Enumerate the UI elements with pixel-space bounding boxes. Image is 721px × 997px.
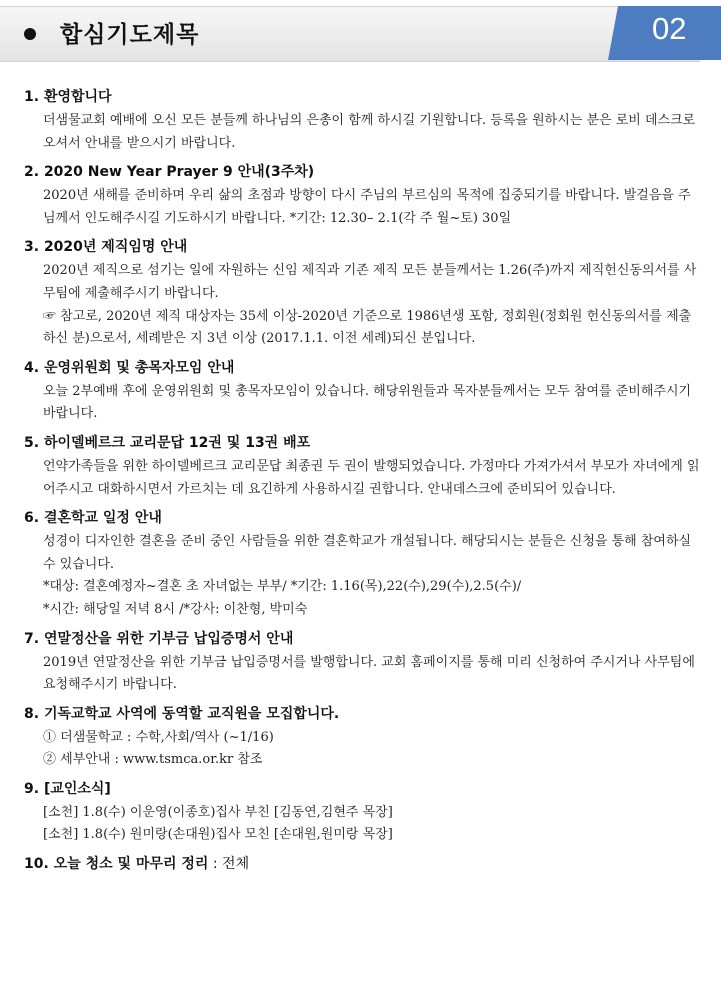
item-text: [소천] 1.8(수) 원미랑(손대원)집사 모친 [손대원,원미랑 목장] — [43, 827, 393, 843]
item-body — [43, 260, 700, 350]
item-text: *시간: 해당일 저녁 8시 /*강사: 이찬형, 박미숙 — [43, 601, 308, 617]
item-suffix: : 전체 — [208, 856, 250, 873]
item-body — [43, 802, 700, 847]
announcement-item — [24, 357, 700, 426]
announcement-item — [24, 778, 700, 847]
item-text: 성경이 디자인한 결혼을 준비 중인 사람들을 위한 결혼학교가 개설됩니다. 해당되시는 분들은 신청을 통해 참여하실 수 있습니다. — [43, 534, 692, 572]
item-text: *대상: 결혼예정자~결혼 초 자녀없는 부부/ *기간: 1.16(목),22(수),29(수),2.5(수)/ — [43, 579, 522, 595]
announcement-item — [24, 628, 700, 697]
announcement-item — [24, 507, 700, 621]
item-title: 7. 연말정산을 위한 기부금 납입증명서 안내 — [24, 630, 294, 647]
item-title: 4. 운영위원회 및 총목자모임 안내 — [24, 359, 235, 376]
item-body — [43, 381, 700, 426]
item-text: [소천] 1.8(수) 이운영(이종호)집사 부친 [김동연,김현주 목장] — [43, 804, 393, 820]
item-text: 2020년 새해를 준비하며 우리 삶의 초점과 방향이 다시 주님의 부르심의 목적에 집중되기를 바랍니다. 발걸음을 주님께서 인도해주시길 기도하시기 바랍니다. *기간: 12.30– 2.1(각 주 월~토) 30일 — [43, 188, 691, 226]
announcement-item — [24, 161, 700, 230]
item-text: ① 더샘물학교 : 수학,사회/역사 (~1/16) — [43, 729, 274, 745]
item-title: 1. 환영합니다 — [24, 89, 112, 105]
item-text: 2019년 연말정산을 위한 기부금 납입증명서를 발행합니다. 교회 홈페이지를 통해 미리 신청하여 주시거나 사무팀에 요청해주시기 바랍니다. — [43, 654, 695, 693]
announcement-item — [24, 703, 700, 772]
announcement-list — [24, 86, 700, 881]
item-body — [43, 652, 700, 697]
item-body — [43, 456, 700, 501]
item-title: 8. 기독교학교 사역에 동역할 교직원을 모집합니다. — [24, 705, 340, 722]
item-body — [43, 531, 700, 621]
announcement-item — [24, 432, 700, 501]
item-text: 언약가족들을 위한 하이델베르크 교리문답 최종권 두 권이 발행되었습니다. 가정마다 가져가셔서 부모가 자녀에게 읽어주시고 대화하시면서 가르치는 데 요긴하게 사용하시길 권합니다. 안내데스크에 준비되어 있습니다. — [43, 458, 700, 497]
item-text: 더샘물교회 예배에 오신 모든 분들께 하나님의 은총이 함께 하시길 기원합니다. 등록을 원하시는 분은 로비 데스크로 오셔서 안내를 받으시기 바랍니다. — [43, 113, 696, 151]
item-text: ☞ 참고로, 2020년 제직 대상자는 35세 이상-2020년 기준으로 1986년생 포함, 정회원(정회원 헌신동의서를 제출하신 분)으로서, 세례받은 지 3년 이상 (2017.1.1. 이전 세례)되신 분입니다. — [43, 308, 692, 347]
item-title: 3. 2020년 제직임명 안내 — [24, 239, 188, 256]
item-body — [43, 185, 700, 230]
announcement-item — [24, 86, 700, 155]
announcement-item — [24, 853, 700, 875]
item-title: 6. 결혼학교 일정 안내 — [24, 510, 162, 527]
item-text: 오늘 2부예배 후에 운영위원회 및 총목자모임이 있습니다. 해당위원들과 목자분들께서는 모두 참여를 준비해주시기 바랍니다. — [43, 383, 692, 422]
item-title: 10. 오늘 청소 및 마무리 정리 : 전체 — [24, 856, 250, 873]
page-number: 02 — [652, 11, 687, 46]
page-title: 합심기도제목 — [60, 22, 200, 48]
page-header — [0, 0, 721, 60]
announcement-item — [24, 236, 700, 350]
item-title: 9. [교인소식] — [24, 780, 111, 797]
item-text: ② 세부안내 : www.tsmca.or.kr 참조 — [43, 752, 263, 768]
item-body — [43, 110, 700, 155]
item-title: 5. 하이델베르크 교리문답 12권 및 13권 배포 — [24, 434, 311, 451]
item-text: 2020년 제직으로 섬기는 일에 자원하는 신임 제직과 기존 제직 모든 분들께서는 1.26(주)까지 제직헌신동의서를 사무팀에 제출해주시기 바랍니다. — [43, 263, 697, 301]
item-body — [43, 727, 700, 772]
item-title: 2. 2020 New Year Prayer 9 안내(3주차) — [24, 164, 315, 181]
bullet-icon — [24, 28, 36, 40]
